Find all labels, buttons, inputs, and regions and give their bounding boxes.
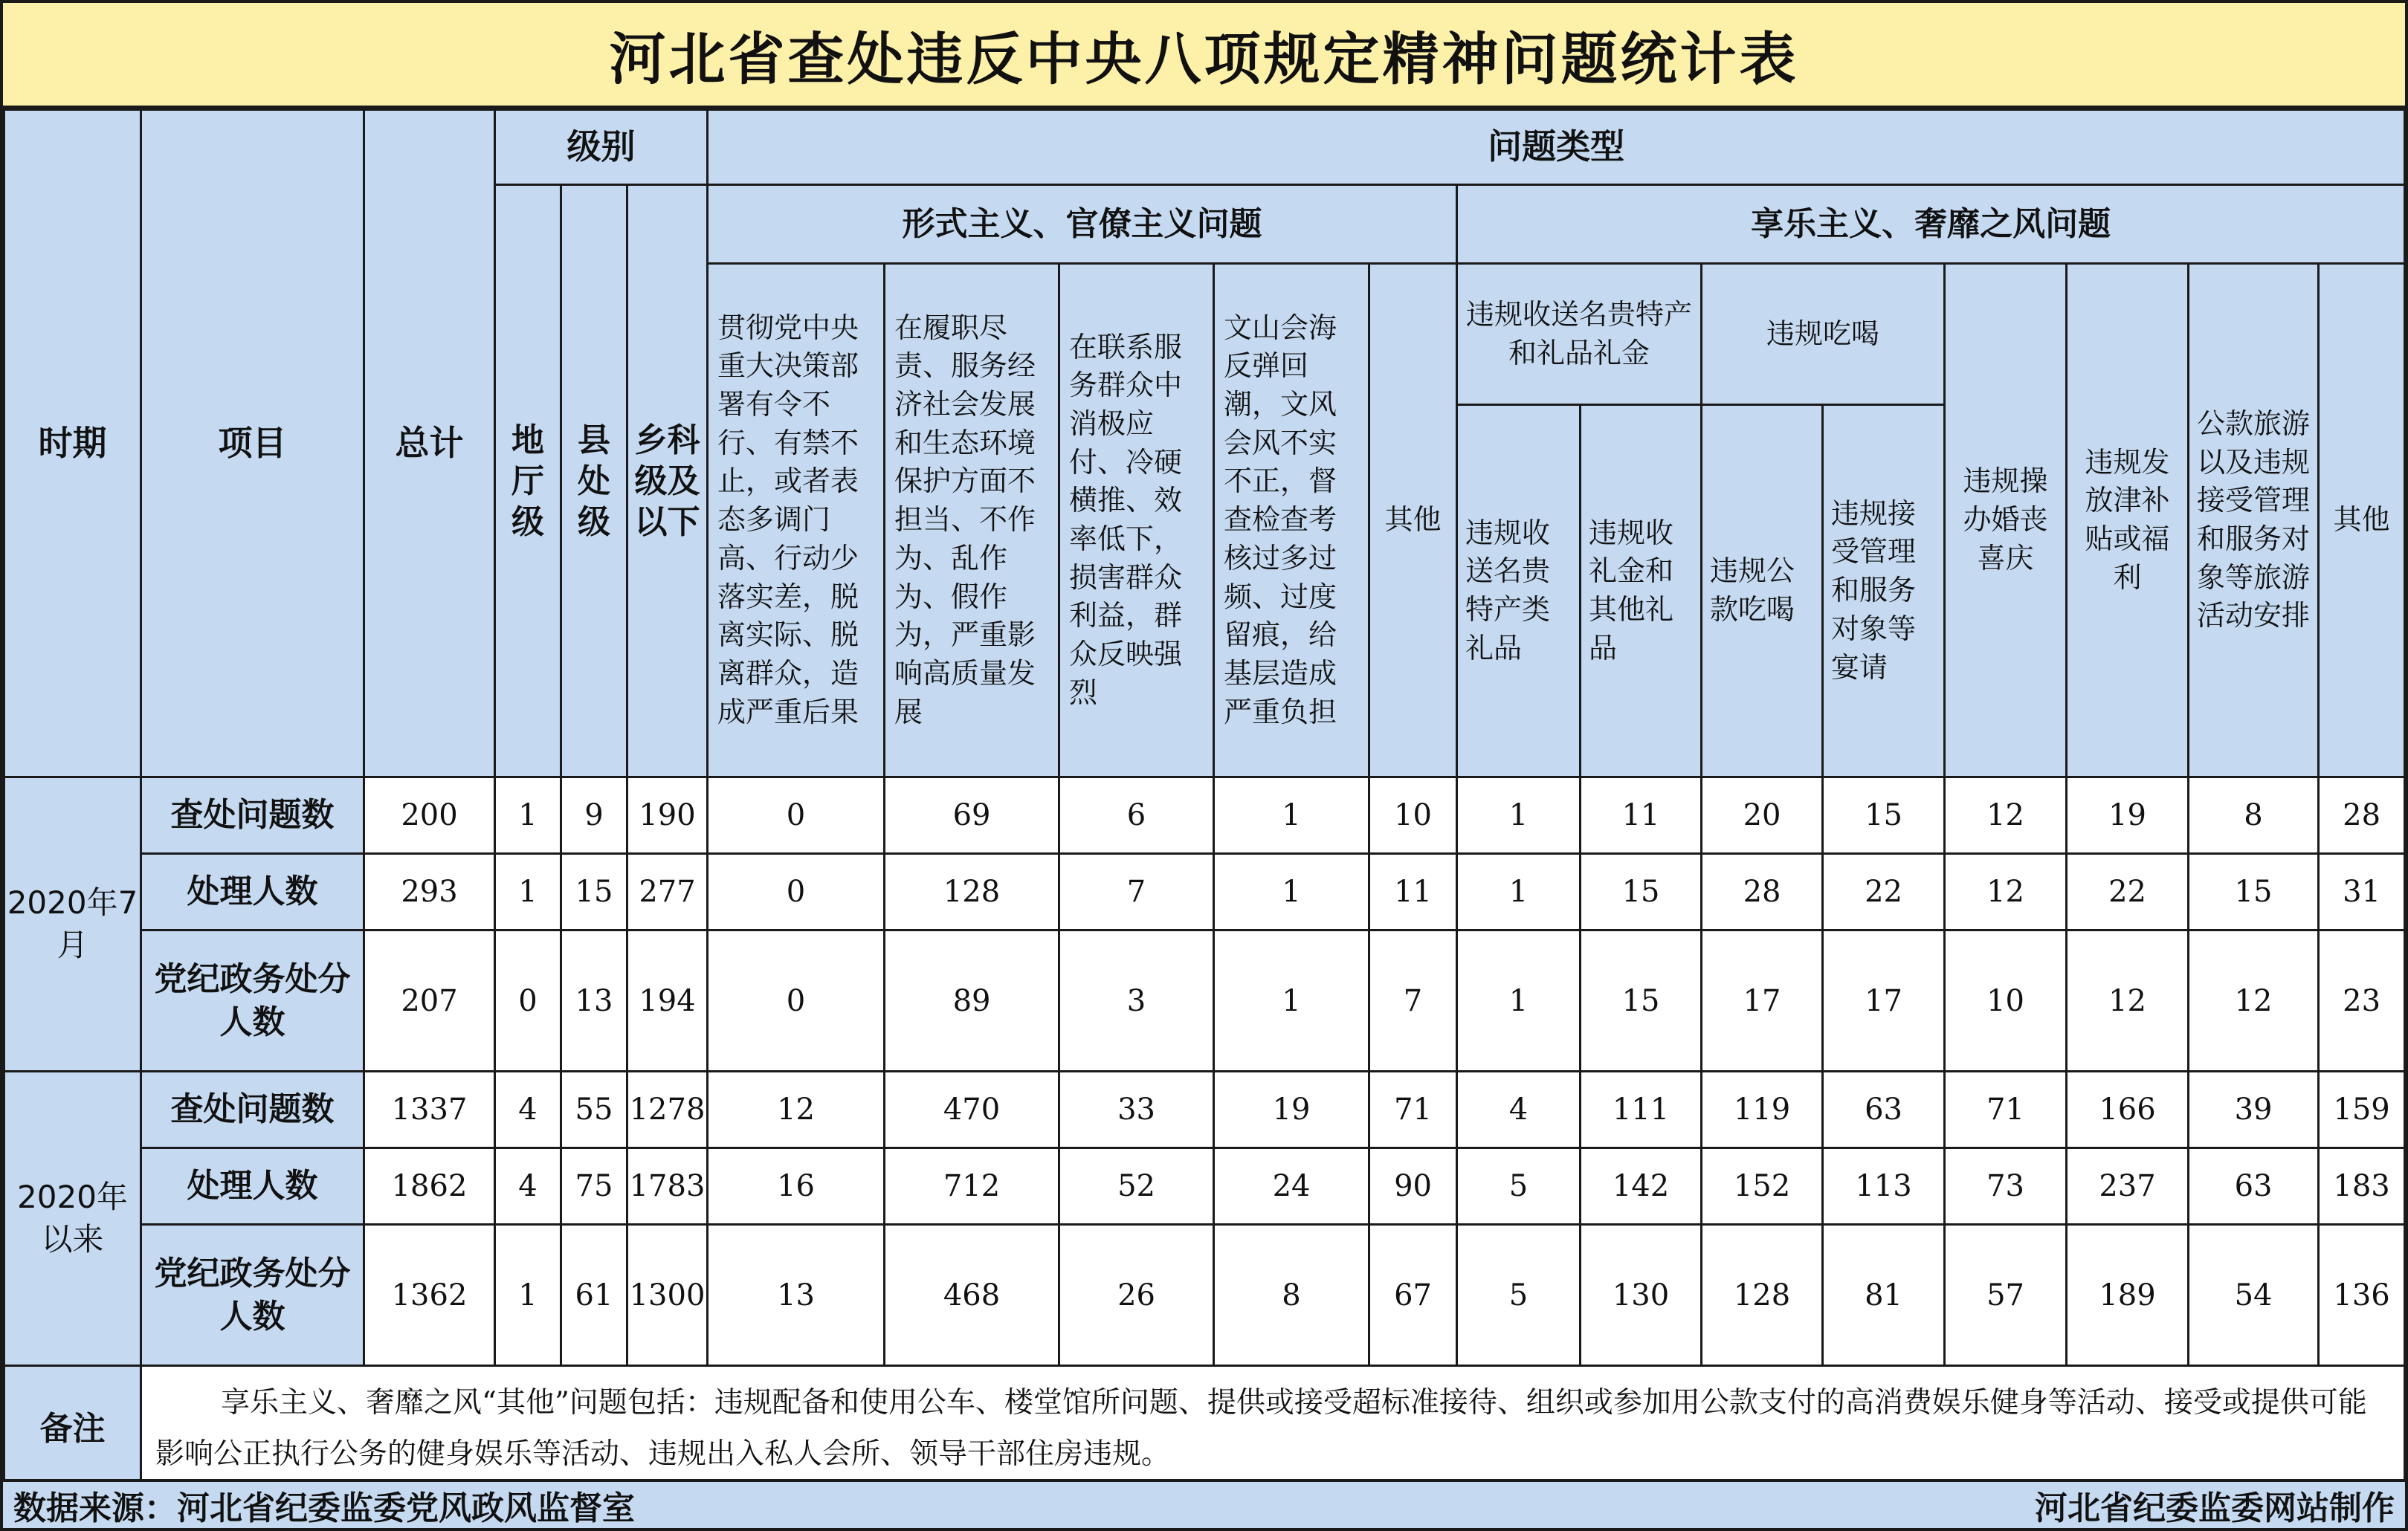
gift-group-header: 违规收送名贵特产和礼品礼金 [1457, 264, 1702, 405]
row-label: 党纪政务处分人数 [141, 930, 364, 1072]
total-header: 总计 [364, 110, 495, 777]
cell-gift-money: 111 [1581, 1072, 1702, 1148]
cell-gift-specialty: 1 [1457, 930, 1581, 1072]
cell-total: 200 [364, 777, 495, 854]
cell-travel: 12 [2189, 930, 2319, 1072]
cell-dining-banquet: 81 [1823, 1225, 1945, 1366]
cell-level-prefecture: 4 [495, 1072, 561, 1148]
cell-weddings: 10 [1945, 930, 2067, 1072]
cell-dining-public: 28 [1702, 854, 1823, 930]
formalism-col-other: 其他 [1369, 264, 1457, 777]
cell-formalism-service: 33 [1059, 1072, 1214, 1148]
cell-gift-specialty: 5 [1457, 1225, 1581, 1366]
cell-formalism-duty: 712 [885, 1148, 1059, 1225]
cell-gift-specialty: 5 [1457, 1148, 1581, 1225]
cell-formalism-duty: 69 [885, 777, 1059, 854]
cell-level-county: 55 [561, 1072, 627, 1148]
cell-formalism-other: 7 [1369, 930, 1457, 1072]
cell-travel: 8 [2189, 777, 2319, 854]
cell-total: 1337 [364, 1072, 495, 1148]
cell-level-county: 61 [561, 1225, 627, 1366]
formalism-group-header: 形式主义、官僚主义问题 [708, 185, 1457, 264]
dining-group-header: 违规吃喝 [1702, 264, 1945, 405]
cell-formalism-other: 10 [1369, 777, 1457, 854]
cell-hedonism-other: 136 [2319, 1225, 2405, 1366]
remark-body: 享乐主义、奢靡之风“其他”问题包括：违规配备和使用公车、楼堂馆所问题、提供或接受超标准接待、组织或参加用公款支付的高消费娱乐健身等活动、接受或提供可能影响公正执行公务的健身娱乐等活动、违规出入私人会所、领导干部住房违规。 [155, 1386, 2367, 1471]
cell-gift-specialty: 1 [1457, 777, 1581, 854]
cell-formalism-decisions: 0 [708, 930, 885, 1072]
cell-level-township: 194 [627, 930, 708, 1072]
hedonism-group-header: 享乐主义、奢靡之风问题 [1457, 185, 2405, 264]
cell-level-prefecture: 1 [495, 854, 561, 930]
cell-dining-banquet: 113 [1823, 1148, 1945, 1225]
hedonism-col-weddings: 违规操办婚丧喜庆 [1945, 264, 2067, 777]
formalism-col-meetings: 文山会海反弹回潮，文风会风不实不正，督查检查考核过多过频、过度留痕，给基层造成严重负担 [1214, 264, 1369, 777]
period-label: 2020年7月 [4, 777, 141, 1072]
cell-allowances: 19 [2067, 777, 2189, 854]
cell-formalism-decisions: 0 [708, 777, 885, 854]
level-county-header: 县处级 [561, 185, 627, 777]
cell-weddings: 57 [1945, 1225, 2067, 1366]
cell-formalism-service: 26 [1059, 1225, 1214, 1366]
cell-level-prefecture: 1 [495, 777, 561, 854]
problem-type-header: 问题类型 [708, 110, 2405, 185]
cell-dining-banquet: 17 [1823, 930, 1945, 1072]
cell-gift-money: 142 [1581, 1148, 1702, 1225]
level-prefecture-header: 地厅级 [495, 185, 561, 777]
cell-total: 207 [364, 930, 495, 1072]
cell-level-county: 15 [561, 854, 627, 930]
remark-label: 备注 [4, 1366, 141, 1492]
cell-travel: 15 [2189, 854, 2319, 930]
cell-total: 1362 [364, 1225, 495, 1366]
cell-dining-banquet: 63 [1823, 1072, 1945, 1148]
cell-formalism-decisions: 13 [708, 1225, 885, 1366]
cell-dining-public: 152 [1702, 1148, 1823, 1225]
cell-formalism-meetings: 24 [1214, 1148, 1369, 1225]
cell-gift-specialty: 4 [1457, 1072, 1581, 1148]
cell-formalism-other: 67 [1369, 1225, 1457, 1366]
cell-allowances: 12 [2067, 930, 2189, 1072]
formalism-col-service: 在联系服务群众中消极应付、冷硬横推、效率低下，损害群众利益，群众反映强烈 [1059, 264, 1214, 777]
dining-col-banquet: 违规接受管理和服务对象等宴请 [1823, 405, 1945, 777]
cell-dining-banquet: 15 [1823, 777, 1945, 854]
data-source: 数据来源：河北省纪委监委党风政风监督室 [13, 1489, 635, 1527]
cell-level-county: 13 [561, 930, 627, 1072]
cell-level-county: 9 [561, 777, 627, 854]
cell-level-township: 1278 [627, 1072, 708, 1148]
cell-formalism-service: 3 [1059, 930, 1214, 1072]
cell-weddings: 73 [1945, 1148, 2067, 1225]
page-title: 河北省查处违反中央八项规定精神问题统计表 [609, 25, 1799, 92]
cell-hedonism-other: 28 [2319, 777, 2405, 854]
cell-formalism-decisions: 12 [708, 1072, 885, 1148]
cell-dining-public: 128 [1702, 1225, 1823, 1366]
cell-formalism-service: 7 [1059, 854, 1214, 930]
cell-gift-money: 11 [1581, 777, 1702, 854]
cell-allowances: 237 [2067, 1148, 2189, 1225]
cell-hedonism-other: 23 [2319, 930, 2405, 1072]
statistics-table [3, 109, 2406, 1493]
cell-level-township: 1300 [627, 1225, 708, 1366]
cell-dining-public: 20 [1702, 777, 1823, 854]
cell-formalism-service: 52 [1059, 1148, 1214, 1225]
formalism-col-decisions: 贯彻党中央重大决策部署有令不行、有禁不止，或者表态多调门高、行动少落实差，脱离实际、脱离群众，造成严重后果 [708, 264, 885, 777]
level-township-header: 乡科级及以下 [627, 185, 708, 777]
producer-credit: 河北省纪委监委网站制作 [2035, 1489, 2395, 1527]
cell-gift-money: 15 [1581, 854, 1702, 930]
cell-weddings: 12 [1945, 777, 2067, 854]
cell-gift-money: 130 [1581, 1225, 1702, 1366]
formalism-col-duty: 在履职尽责、服务经济社会发展和生态环境保护方面不担当、不作为、乱作为、假作为，严重影响高质量发展 [885, 264, 1059, 777]
cell-formalism-meetings: 1 [1214, 854, 1369, 930]
cell-hedonism-other: 31 [2319, 854, 2405, 930]
cell-formalism-other: 11 [1369, 854, 1457, 930]
title-bar [3, 3, 2405, 109]
cell-formalism-other: 71 [1369, 1072, 1457, 1148]
cell-level-township: 190 [627, 777, 708, 854]
cell-dining-public: 119 [1702, 1072, 1823, 1148]
table-row [4, 1225, 2405, 1366]
period-label: 2020年以来 [4, 1072, 141, 1366]
cell-hedonism-other: 183 [2319, 1148, 2405, 1225]
cell-travel: 39 [2189, 1072, 2319, 1148]
cell-formalism-meetings: 8 [1214, 1225, 1369, 1366]
cell-formalism-decisions: 0 [708, 854, 885, 930]
cell-formalism-other: 90 [1369, 1148, 1457, 1225]
cell-level-county: 75 [561, 1148, 627, 1225]
cell-dining-banquet: 22 [1823, 854, 1945, 930]
gift-col-specialty: 违规收送名贵特产类礼品 [1457, 405, 1581, 777]
level-header: 级别 [495, 110, 708, 185]
cell-formalism-service: 6 [1059, 777, 1214, 854]
cell-allowances: 189 [2067, 1225, 2189, 1366]
table-row [4, 1072, 2405, 1148]
table-row [4, 1148, 2405, 1225]
footer-bar [3, 1479, 2405, 1528]
hedonism-col-travel: 公款旅游以及违规接受管理和服务对象等旅游活动安排 [2189, 264, 2319, 777]
cell-formalism-duty: 128 [885, 854, 1059, 930]
cell-gift-money: 15 [1581, 930, 1702, 1072]
cell-formalism-duty: 470 [885, 1072, 1059, 1148]
cell-total: 293 [364, 854, 495, 930]
cell-allowances: 22 [2067, 854, 2189, 930]
cell-formalism-meetings: 1 [1214, 777, 1369, 854]
cell-weddings: 12 [1945, 854, 2067, 930]
cell-travel: 54 [2189, 1225, 2319, 1366]
cell-weddings: 71 [1945, 1072, 2067, 1148]
cell-dining-public: 17 [1702, 930, 1823, 1072]
table-row [4, 777, 2405, 854]
remark-text [141, 1366, 2405, 1492]
remark-row [4, 1366, 2405, 1492]
row-label: 查处问题数 [141, 1072, 364, 1148]
table-row [4, 854, 2405, 930]
cell-formalism-duty: 468 [885, 1225, 1059, 1366]
row-label: 党纪政务处分人数 [141, 1225, 364, 1366]
period-header: 时期 [4, 110, 141, 777]
cell-hedonism-other: 159 [2319, 1072, 2405, 1148]
table-row [4, 930, 2405, 1072]
dining-col-public: 违规公款吃喝 [1702, 405, 1823, 777]
cell-gift-specialty: 1 [1457, 854, 1581, 930]
cell-level-township: 277 [627, 854, 708, 930]
cell-level-prefecture: 4 [495, 1148, 561, 1225]
hedonism-col-allowances: 违规发放津补贴或福利 [2067, 264, 2189, 777]
cell-formalism-duty: 89 [885, 930, 1059, 1072]
cell-allowances: 166 [2067, 1072, 2189, 1148]
cell-level-prefecture: 1 [495, 1225, 561, 1366]
cell-formalism-meetings: 19 [1214, 1072, 1369, 1148]
cell-travel: 63 [2189, 1148, 2319, 1225]
hedonism-col-other: 其他 [2319, 264, 2405, 777]
row-label: 处理人数 [141, 1148, 364, 1225]
row-label: 查处问题数 [141, 777, 364, 854]
cell-level-township: 1783 [627, 1148, 708, 1225]
item-header: 项目 [141, 110, 364, 777]
gift-col-money: 违规收礼金和其他礼品 [1581, 405, 1702, 777]
cell-level-prefecture: 0 [495, 930, 561, 1072]
cell-formalism-meetings: 1 [1214, 930, 1369, 1072]
cell-total: 1862 [364, 1148, 495, 1225]
row-label: 处理人数 [141, 854, 364, 930]
cell-formalism-decisions: 16 [708, 1148, 885, 1225]
